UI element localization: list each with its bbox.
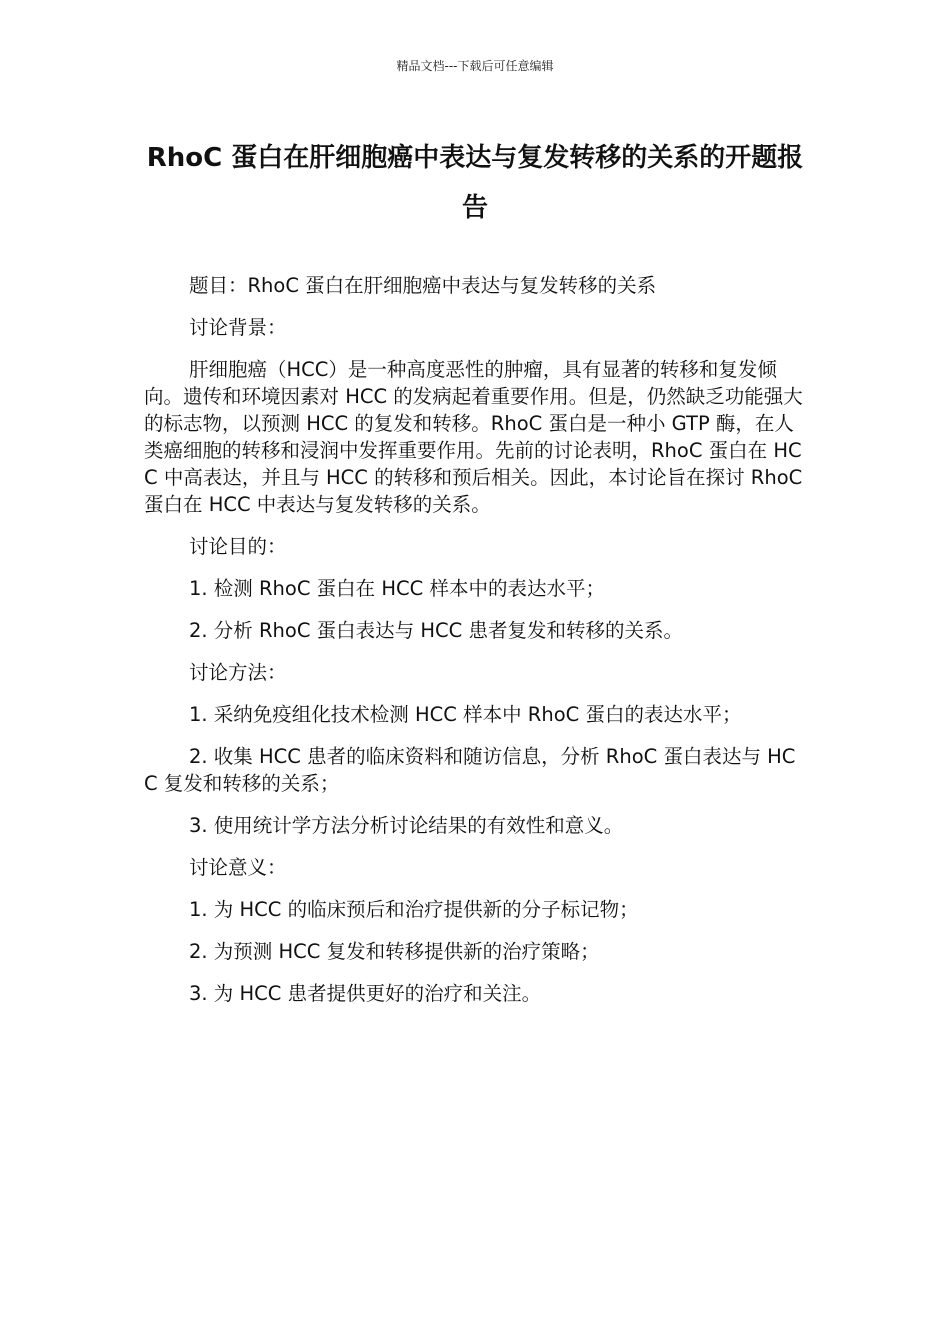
significance-item: 2. 为预测 HCC 复发和转移提供新的治疗策略； <box>189 940 600 963</box>
method-item: 3. 使用统计学方法分析讨论结果的有效性和意义。 <box>189 814 624 837</box>
objective-item: 2. 分析 RhoC 蛋白表达与 HCC 患者复发和转移的关系。 <box>189 619 683 642</box>
significance-item: 1. 为 HCC 的临床预后和治疗提供新的分子标记物； <box>189 898 639 921</box>
page-header: 精品文档---下载后可任意编辑 <box>396 59 554 73</box>
significance-item: 3. 为 HCC 患者提供更好的治疗和关注。 <box>189 982 542 1005</box>
heading-significance: 讨论意义： <box>189 856 287 879</box>
heading-background: 讨论背景： <box>189 316 287 339</box>
paragraph-topic: 题目：RhoC 蛋白在肝细胞癌中表达与复发转移的关系 <box>189 274 657 297</box>
document-title: RhoC 蛋白在肝细胞癌中表达与复发转移的关系的开题报告 <box>146 143 804 223</box>
method-item: 1. 采纳免疫组化技术检测 HCC 样本中 RhoC 蛋白的表达水平； <box>189 703 742 726</box>
objective-item: 1. 检测 RhoC 蛋白在 HCC 样本中的表达水平； <box>189 577 605 600</box>
heading-methods: 讨论方法： <box>189 661 287 684</box>
heading-objectives: 讨论目的： <box>189 535 287 558</box>
document-body <box>144 272 806 1022</box>
method-item: 2. 收集 HCC 患者的临床资料和随访信息，分析 RhoC 蛋白表达与 HCC 复发和转移的关系； <box>144 745 796 795</box>
paragraph-background: 肝细胞癌（HCC）是一种高度恶性的肿瘤，具有显著的转移和复发倾向。遗传和环境因素对 HCC 的发病起着重要作用。但是，仍然缺乏功能强大的标志物，以预测 HCC 的复发和转移。RhoC 蛋白是一种小 GTP 酶，在人类癌细胞的转移和浸润中发挥重要作用。先前的讨论表明，RhoC 蛋白在 HCC 中高表达，并且与 HCC 的转移和预后相关。因此，本讨论旨在探讨 RhoC 蛋白在 HCC 中表达与复发转移的关系。 <box>144 358 803 516</box>
